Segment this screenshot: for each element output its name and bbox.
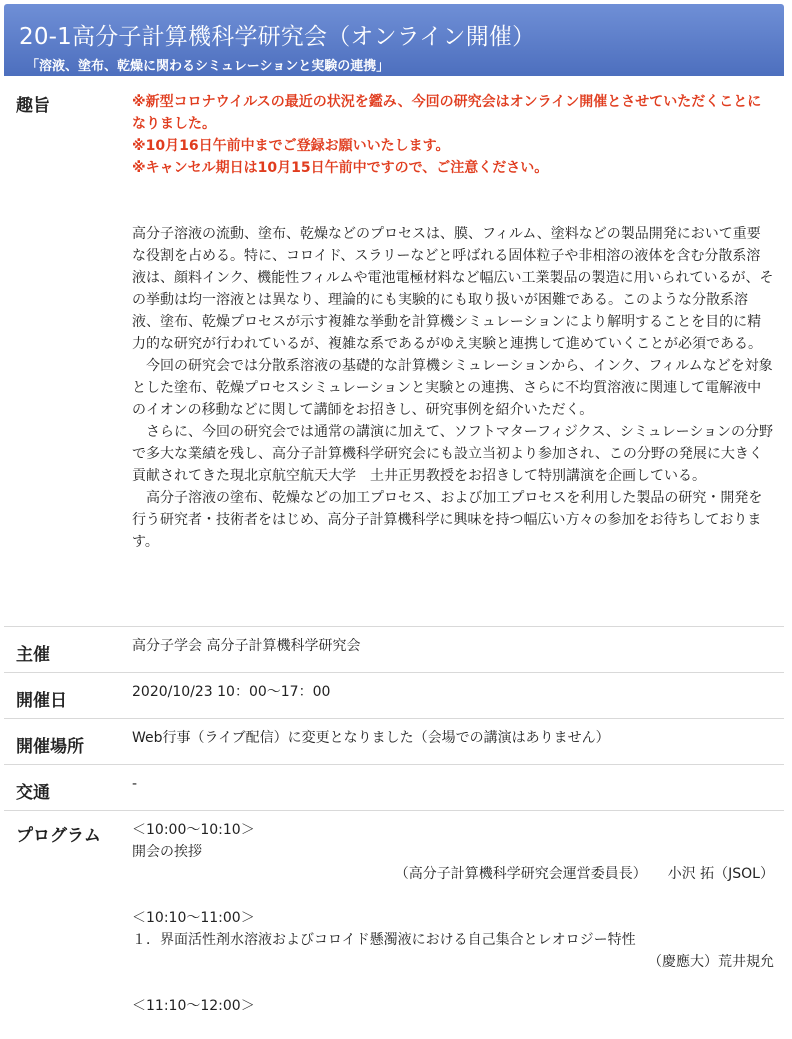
program-title: 開会の挨拶 <box>132 844 202 860</box>
program-list <box>132 819 774 1039</box>
organizer-label: 主催 <box>16 645 50 665</box>
notice-cancel: ※キャンセル期日は10月15日午前中ですので、ご注意ください。 <box>132 160 549 176</box>
event-subtitle: 「溶液、塗布、乾燥に関わるシミュレーションと実験の連携」 <box>26 59 390 74</box>
row-organizer <box>4 627 784 673</box>
program-item-opening <box>132 819 774 885</box>
row-summary <box>4 76 784 627</box>
program-time: ＜11:10〜12:00＞ <box>132 998 255 1014</box>
access-label: 交通 <box>16 783 50 803</box>
event-title: 20-1高分子計算機科学研究会（オンライン開催） <box>19 24 536 50</box>
date-label: 開催日 <box>16 691 67 711</box>
program-title: １．界面活性剤水溶液およびコロイド懸濁液における自己集合とレオロジー特性 <box>132 932 636 948</box>
program-time: ＜10:00〜10:10＞ <box>132 822 255 838</box>
program-speaker: （慶應大）荒井規允 <box>648 954 774 970</box>
notice-registration: ※10月16日午前中までご登録お願いいたします。 <box>132 138 450 154</box>
notice-online: ※新型コロナウイルスの最近の状況を鑑み、今回の研究会はオンライン開催とさせていただくことになりました。 <box>132 94 762 132</box>
summary-paragraph-1: 高分子溶液の流動、塗布、乾燥などのプロセスは、膜、フィルム、塗料などの製品開発において重要な役割を占める。特に、コロイド、スラリーなどと呼ばれる固体粒子や非相溶の液体を含む分散系溶液は、顔料インク、機能性フィルムや電池電極材料など幅広い工業製品の製造に用いられているが、その挙動は均一溶液とは異なり、理論的にも実験的にも取り扱いが困難である。このような分散系溶液、塗布、乾燥プロセスが示す複雑な挙動を計算機シミュレーションにより解明することを目的に精力的な研究が行われているが、複雑な系であるがゆえ実験と連携して進めていくことが必須である。 <box>132 226 774 352</box>
row-venue <box>4 719 784 765</box>
row-access <box>4 765 784 811</box>
venue-value: Web行事（ライブ配信）に変更となりました（会場での講演はありません） <box>132 730 610 746</box>
date-value: 2020/10/23 10：00〜17：00 <box>132 684 331 700</box>
program-time: ＜10:10〜11:00＞ <box>132 910 255 926</box>
organizer-value: 高分子学会 高分子計算機科学研究会 <box>132 638 361 654</box>
access-value: - <box>132 776 138 792</box>
summary-content <box>132 91 774 553</box>
summary-paragraph-3: さらに、今回の研究会では通常の講演に加えて、ソフトマターフィジクス、シミュレーションの分野で多大な業績を残し、高分子計算機科学研究会にも設立当初より参加され、この分野の発展に大きく貢献されてきた現北京航空航天大学 土井正男教授をお招きして特別講演を企画している。 <box>132 424 774 484</box>
program-item-talk-1 <box>132 907 774 973</box>
program-item-talk-2 <box>132 995 774 1017</box>
event-header <box>4 4 784 76</box>
summary-label: 趣旨 <box>16 96 50 116</box>
summary-paragraph-2: 今回の研究会では分散系溶液の基礎的な計算機シミュレーションから、インク、フィルムなどを対象とした塗布、乾燥プロセスシミュレーションと実験との連携、さらに不均質溶液に関連して電解液中のイオンの移動などに関して講師をお招きし、研究事例を紹介いただく。 <box>132 358 773 418</box>
row-date <box>4 673 784 719</box>
row-program <box>4 811 784 1014</box>
program-label: プログラム <box>16 826 101 846</box>
program-speaker: （高分子計算機科学研究会運営委員長） 小沢 拓（JSOL） <box>394 866 774 882</box>
venue-label: 開催場所 <box>16 737 84 757</box>
summary-paragraph-4: 高分子溶液の塗布、乾燥などの加工プロセス、および加工プロセスを利用した製品の研究・開発を行う研究者・技術者をはじめ、高分子計算機科学に興味を持つ幅広い方々の参加をお待ちしております。 <box>132 490 763 550</box>
